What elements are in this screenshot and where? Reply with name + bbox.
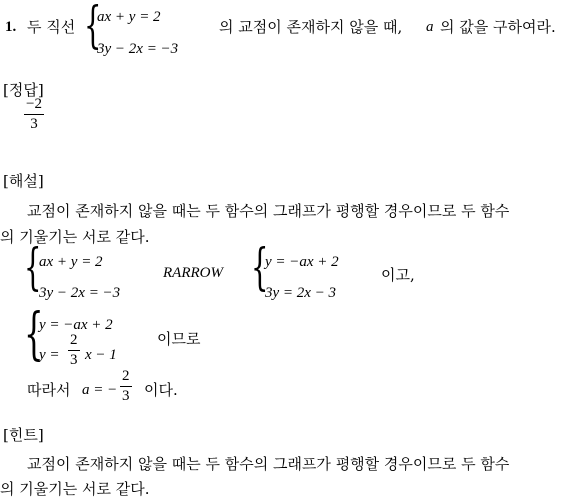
system3-denominator: 3 [70,352,78,368]
conclusion-denominator: 3 [122,388,130,404]
conclusion-suffix: 이다. [144,381,178,399]
system3-eq2-lhs: y = [39,347,60,363]
problem-eq2: 3y − 2x = −3 [97,41,179,57]
system1-eq1: ax + y = 2 [39,254,103,270]
system2-brace: { [251,238,269,296]
system3-brace: { [24,302,44,367]
hint-line1: 교점이 존재하지 않을 때는 두 함수의 그래프가 평행할 경우이므로 두 함수 [27,455,510,473]
system2-eq1: y = −ax + 2 [265,254,339,270]
question-part-b: 의 값을 구하여라. [440,18,556,36]
arrow-text: RARROW [163,265,223,281]
system3-numerator: 2 [70,332,78,348]
solution-line1: 교점이 존재하지 않을 때는 두 함수의 그래프가 평행할 경우이므로 두 함수 [27,202,510,220]
system2-after: 이고, [381,266,415,284]
system2-eq2: 3y = 2x − 3 [265,285,337,301]
system1-eq2: 3y − 2x = −3 [39,285,121,301]
system3-eq1: y = −ax + 2 [39,317,113,333]
solution-header: [해설] [3,172,44,190]
question-variable: a [426,19,434,35]
problem-intro: 두 직선 [27,18,76,36]
conclusion-numerator: 2 [122,368,130,384]
conclusion-prefix: 따라서 [27,381,71,399]
answer-fraction [24,97,44,132]
system-brace: { [84,0,102,54]
solution-line2: 의 기울기는 서로 같다. [0,228,150,246]
hint-line2: 의 기울기는 서로 같다. [0,480,150,498]
problem-eq1: ax + y = 2 [97,9,161,25]
system3-fraction [68,333,80,368]
system3-eq2-rhs: x − 1 [85,347,117,363]
hint-header: [힌트] [3,426,44,444]
answer-denominator: 3 [30,116,38,132]
system1-brace: { [24,238,42,296]
answer-header: [정답] [3,81,44,99]
conclusion-fraction [120,369,132,404]
system3-after: 이므로 [157,330,201,348]
problem-number: 1. [5,19,17,35]
question-part-a: 의 교점이 존재하지 않을 때, [219,18,403,36]
conclusion-lhs: a = − [82,382,118,398]
answer-numerator: −2 [26,96,42,112]
